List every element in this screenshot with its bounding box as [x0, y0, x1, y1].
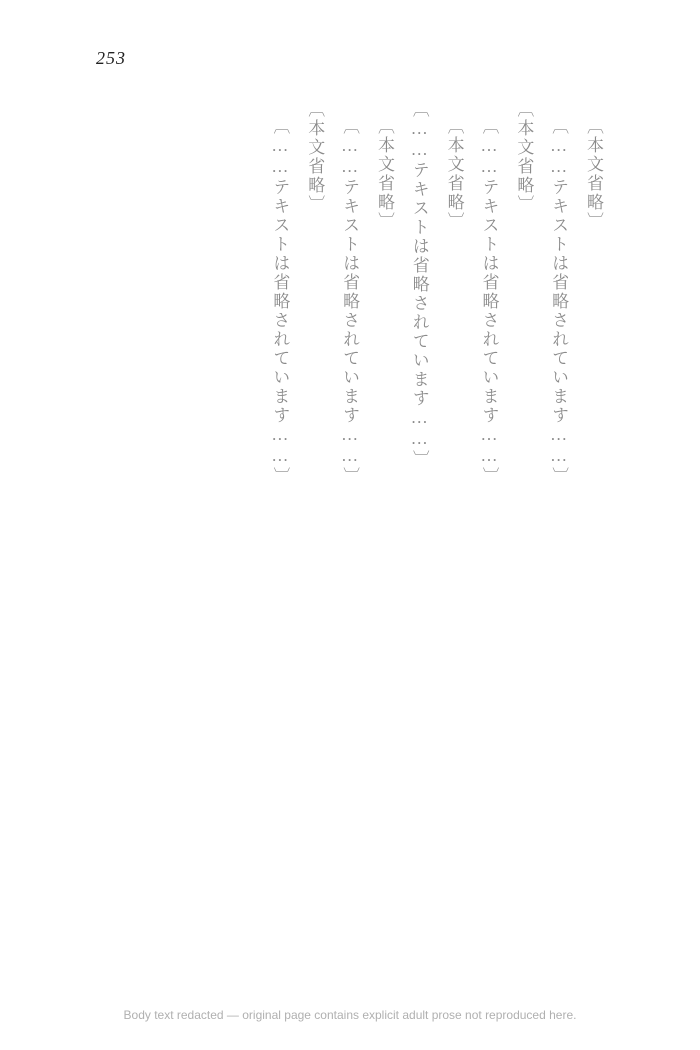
page-number: 253: [96, 48, 126, 68]
paragraph: 〔……テキストは省略されています……〕: [549, 117, 569, 486]
vertical-text-body: [150, 100, 610, 960]
paragraph: 〔……テキストは省略されています……〕: [340, 117, 360, 486]
paragraph: 〔……テキストは省略されています……〕: [479, 117, 499, 486]
paragraph: 〔本文省略〕: [514, 100, 534, 214]
paragraph: 〔……テキストは省略されています……〕: [270, 117, 290, 486]
paragraph: 〔本文省略〕: [584, 117, 603, 231]
redaction-note: Body text redacted — original page contains explicit adult prose not reproduced here.: [123, 1008, 577, 1022]
paragraph: 〔本文省略〕: [305, 100, 325, 214]
paragraph: 〔本文省略〕: [374, 117, 394, 231]
paragraph: 〔本文省略〕: [444, 117, 464, 231]
paragraph: 〔……テキストは省略されています……〕: [409, 100, 429, 469]
